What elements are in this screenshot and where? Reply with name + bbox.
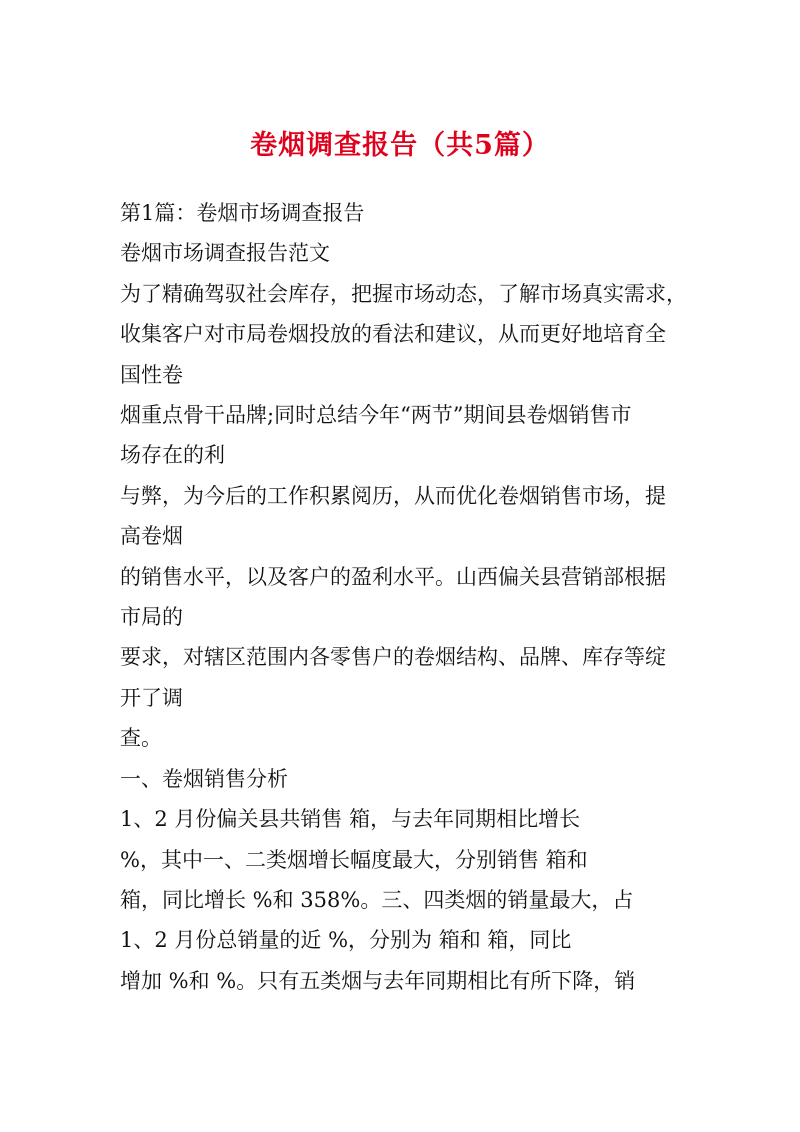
paragraph-line: 1、2 月份总销量的近 %，分别为 箱和 箱，同比	[120, 928, 572, 953]
section-heading-sales-analysis: 一、卷烟销售分析	[120, 766, 288, 791]
paragraph-line: 烟重点骨干品牌;同时总结今年“两节”期间县卷烟销售市	[120, 403, 632, 428]
paragraph-line: 开了调	[120, 685, 183, 710]
paragraph-line: 要求，对辖区范围内各零售户的卷烟结构、品牌、库存等绽	[120, 645, 666, 670]
document-title: 卷烟调查报告（共5篇）	[250, 130, 550, 161]
document-body	[120, 193, 700, 1001]
paragraph-line: 国性卷	[120, 362, 183, 387]
paragraph-line: 的销售水平，以及客户的盈利水平。山西偏关县营销部根据	[120, 564, 666, 589]
subheading-sample: 卷烟市场调查报告范文	[120, 241, 330, 266]
paragraph-line: 高卷烟	[120, 524, 183, 549]
paragraph-line: 市局的	[120, 605, 183, 630]
paragraph-line: 为了精确驾驭社会库存，把握市场动态，了解市场真实需求，	[120, 281, 687, 306]
paragraph-line: 箱，同比增长 %和 358%。三、四类烟的销量最大，占	[120, 887, 634, 912]
paragraph-line: 查。	[120, 726, 162, 751]
paragraph-line: 与弊，为今后的工作积累阅历，从而优化卷烟销售市场，提	[120, 483, 666, 508]
paragraph-line: 场存在的利	[120, 443, 225, 468]
paragraph-line: %，其中一、二类烟增长幅度最大，分别销售 箱和	[120, 847, 588, 872]
paragraph-line: 收集客户对市局卷烟投放的看法和建议，从而更好地培育全	[120, 322, 666, 347]
paragraph-line: 增加 %和 %。只有五类烟与去年同期相比有所下降，销	[120, 968, 636, 993]
paragraph-line: 1、2 月份偏关县共销售 箱，与去年同期相比增长	[120, 807, 581, 832]
heading-chapter-1: 第1篇：卷烟市场调查报告	[120, 201, 365, 225]
